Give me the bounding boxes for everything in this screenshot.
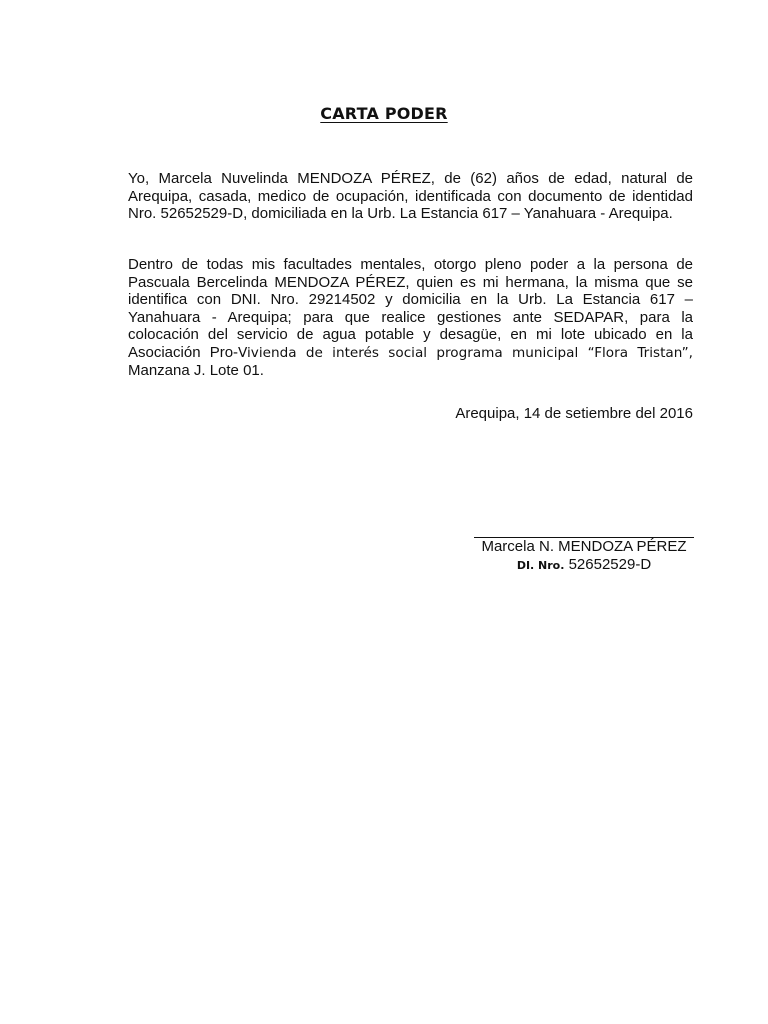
paragraph-power-grant-end: Manzana J. Lote 01. [128, 362, 264, 379]
signatory-id-label: DI. Nro. [516, 559, 565, 572]
paragraph-power-grant [128, 256, 693, 380]
paragraph-power-grant-association: Vivienda de interés social programa municipal “Flora Tristan”, [238, 344, 693, 361]
document-title: CARTA PODER [320, 104, 448, 123]
paragraph-declarant: Yo, Marcela Nuvelinda MENDOZA PÉREZ, de (62) años de edad, natural de Arequipa, casada, medico de ocupación, identificada con documento de identidad Nro. 52652529-D, domiciliada en la Urb. La Estancia 617 – Yanahuara - Arequipa. [128, 170, 693, 222]
signatory-id [474, 556, 694, 573]
paragraph-power-grant-main: Dentro de todas mis facultades mentales, otorgo pleno poder a la persona de Pascuala Bercelinda MENDOZA PÉREZ, quien es mi hermana, la misma que se identifica con DNI. Nro. 29214502 y domicilia en la Urb. La Estancia 617 – Yanahuara - Arequipa; para que realice gestiones ante SEDAPAR, para la colocación del servicio de agua potable y desagüe, en mi lote ubicado en la Asociación Pro- [128, 256, 693, 361]
place-date: Arequipa, 14 de setiembre del 2016 [455, 405, 693, 422]
signatory-name: Marcela N. MENDOZA PÉREZ [481, 538, 687, 555]
signatory-id-number: 52652529-D [568, 556, 652, 573]
